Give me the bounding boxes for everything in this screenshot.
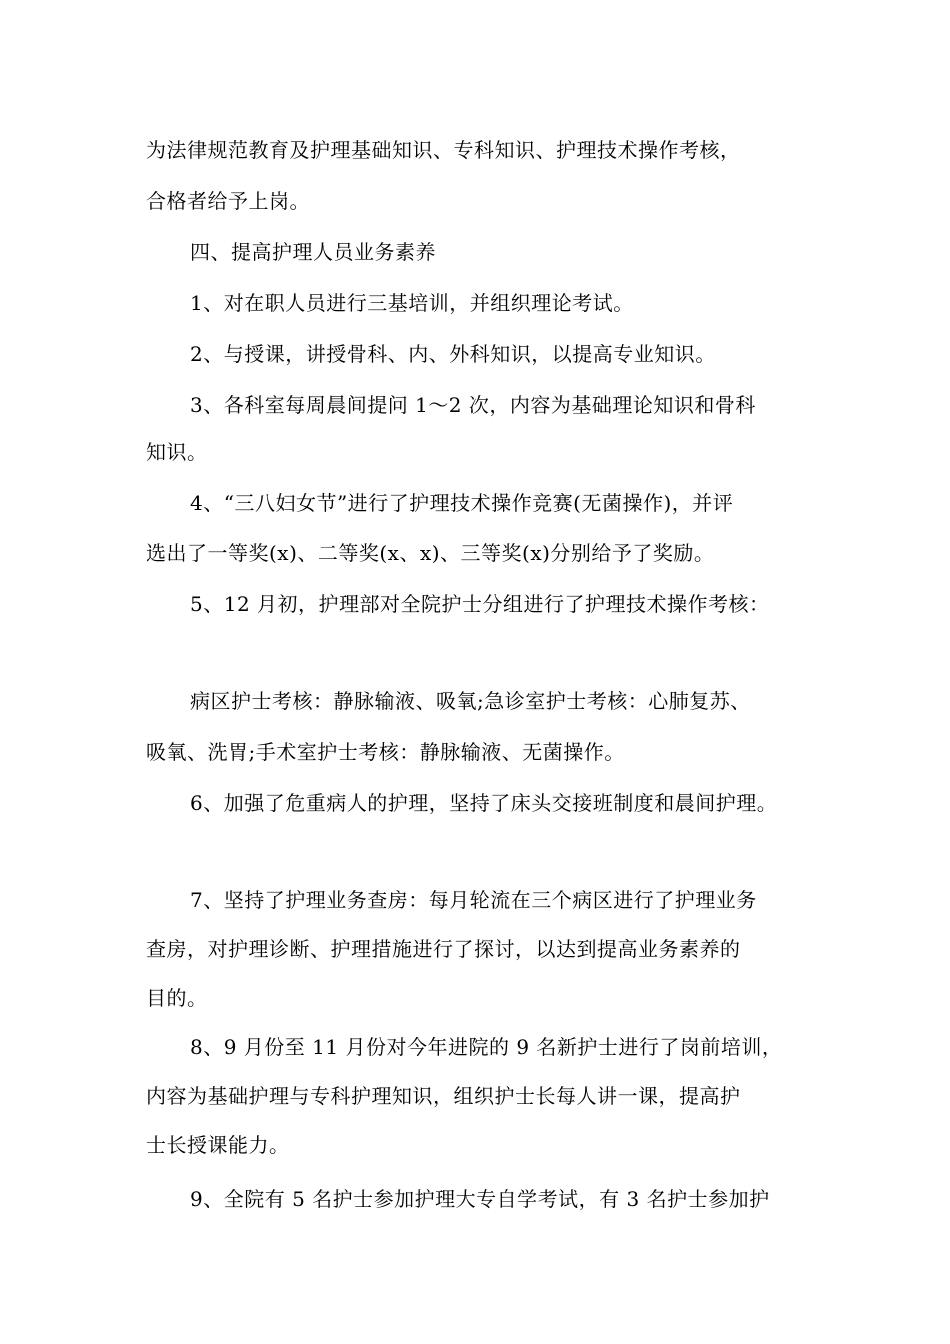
text-line: 吸氧、洗胃;手术室护士考核：静脉输液、无菌操作。 xyxy=(146,740,625,764)
text-line: 查房，对护理诊断、护理措施进行了探讨，以达到提高业务素养的 xyxy=(146,937,741,961)
section-heading: 四、提高护理人员业务素养 xyxy=(190,240,436,264)
text-line: 知识。 xyxy=(146,440,208,464)
text-line: 目的。 xyxy=(146,986,208,1010)
text-line: 为法律规范教育及护理基础知识、专科知识、护理技术操作考核， xyxy=(146,138,741,162)
text-line: 2、与授课，讲授骨科、内、外科知识，以提高专业知识。 xyxy=(190,342,716,366)
text-line: 4、“三八妇女节”进行了护理技术操作竞赛(无菌操作)，并评 xyxy=(190,491,734,515)
text-line: 9、全院有 5 名护士参加护理大专自学考试，有 3 名护士参加护 xyxy=(190,1187,770,1211)
text-line: 5、12 月初，护理部对全院护士分组进行了护理技术操作考核： xyxy=(190,592,770,616)
text-line: 1、对在职人员进行三基培训，并组织理论考试。 xyxy=(190,291,634,315)
text-line: 选出了一等奖(x)、二等奖(x、x)、三等奖(x)分别给予了奖励。 xyxy=(146,541,715,565)
text-line: 病区护士考核：静脉输液、吸氧;急诊室护士考核：心肺复苏、 xyxy=(190,689,751,713)
text-line: 7、坚持了护理业务查房：每月轮流在三个病区进行了护理业务 xyxy=(190,888,757,912)
text-line: 合格者给予上岗。 xyxy=(146,189,310,213)
text-line: 8、9 月份至 11 月份对今年进院的 9 名新护士进行了岗前培训， xyxy=(190,1035,783,1059)
text-line: 3、各科室每周晨间提问 1～2 次，内容为基础理论知识和骨科 xyxy=(190,393,756,417)
text-line: 6、加强了危重病人的护理，坚持了床头交接班制度和晨间护理。 xyxy=(190,791,778,815)
text-line: 内容为基础护理与专科护理知识，组织护士长每人讲一课，提高护 xyxy=(146,1084,741,1108)
text-line: 士长授课能力。 xyxy=(146,1133,290,1157)
